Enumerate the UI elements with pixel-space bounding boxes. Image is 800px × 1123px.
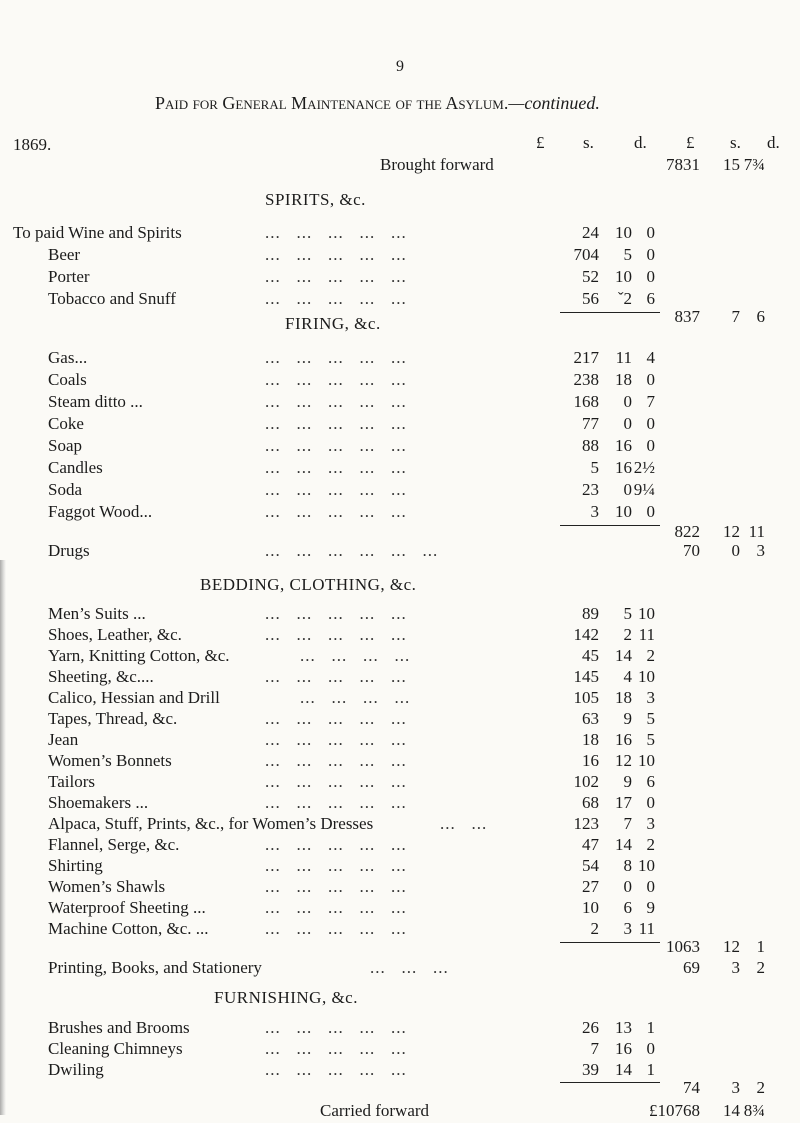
table-row — [0, 1018, 800, 1040]
item-shillings: 9 — [623, 772, 632, 791]
item-label: Jean — [48, 730, 79, 749]
item-pence: 0 — [646, 245, 655, 264]
col-pounds-header: £ — [536, 133, 545, 152]
item-pounds: 704 — [573, 245, 599, 264]
item-label: Coke — [48, 414, 84, 433]
leader-dots: ... ... ... ... ... — [265, 1018, 407, 1037]
item-pounds: 27 — [582, 877, 599, 896]
table-row — [0, 646, 800, 668]
furnishing-total-shillings: 3 — [731, 1078, 740, 1097]
item-label: Cleaning Chimneys — [48, 1039, 183, 1058]
leader-dots: ... ... ... ... ... — [265, 1060, 407, 1079]
item-pence: 0 — [646, 877, 655, 896]
item-pounds: 63 — [582, 709, 599, 728]
item-pence: 9 — [646, 898, 655, 917]
leader-dots: ... ... ... ... ... — [265, 919, 407, 938]
leader-dots: ... ... ... ... ... — [265, 370, 407, 389]
item-pounds: 23 — [582, 480, 599, 499]
leader-dots: ... ... ... ... — [300, 646, 411, 665]
item-pence: 2½ — [633, 458, 655, 477]
item-pence: 0 — [646, 793, 655, 812]
item-pounds: 54 — [582, 856, 599, 875]
drugs-total-pence: 3 — [756, 541, 765, 560]
item-pounds: 68 — [582, 793, 599, 812]
item-label: Printing, Books, and Stationery — [48, 958, 262, 977]
item-pence: 0 — [646, 436, 655, 455]
item-shillings: 18 — [615, 370, 632, 389]
item-shillings: 14 — [615, 1060, 632, 1079]
item-shillings: 0 — [623, 480, 632, 499]
table-row — [0, 835, 800, 857]
table-row — [0, 772, 800, 794]
item-pounds: 18 — [582, 730, 599, 749]
leader-dots: ... ... ... ... ... — [265, 289, 407, 308]
item-label: Shoes, Leather, &c. — [48, 625, 182, 644]
item-pence: 9¼ — [633, 480, 655, 499]
table-row — [0, 392, 800, 414]
item-shillings: 10 — [615, 223, 632, 242]
table-row — [0, 667, 800, 689]
item-label: Men’s Suits ... — [48, 604, 146, 623]
leader-dots: ... ... ... ... ... — [265, 502, 407, 521]
table-row — [0, 223, 800, 245]
leader-dots: ... ... ... ... ... — [265, 267, 407, 286]
furnishing-total-pence: 2 — [756, 1078, 765, 1097]
drugs-total-shillings: 0 — [731, 541, 740, 560]
item-shillings: 14 — [615, 835, 632, 854]
leader-dots: ... ... ... ... ... — [265, 414, 407, 433]
table-row — [0, 267, 800, 289]
col-total-pence-header: d. — [767, 133, 780, 152]
furnishing-total-pounds: 74 — [683, 1078, 700, 1097]
bedding-total-pence: 1 — [756, 937, 765, 956]
item-label: Tobacco and Snuff — [48, 289, 176, 308]
leader-dots: ... ... ... ... ... — [265, 348, 407, 367]
item-pence: 0 — [646, 1039, 655, 1058]
item-pence: 1 — [646, 1060, 655, 1079]
table-row — [0, 370, 800, 392]
leader-dots: ... ... ... ... ... — [265, 709, 407, 728]
leader-dots: ... ... ... ... ... — [265, 751, 407, 770]
item-shillings: 14 — [615, 646, 632, 665]
leader-dots: ... ... — [440, 814, 488, 833]
item-shillings: 10 — [615, 502, 632, 521]
item-shillings: 11 — [615, 348, 632, 367]
table-row — [0, 348, 800, 370]
brought-forward-row — [0, 155, 800, 177]
item-pounds: 56 — [582, 289, 599, 308]
item-pounds: 102 — [573, 772, 599, 791]
item-label: Waterproof Sheeting ... — [48, 898, 206, 917]
item-pounds: 217 — [573, 348, 599, 367]
item-pounds: 145 — [573, 667, 599, 686]
item-label: Women’s Shawls — [48, 877, 166, 896]
item-shillings: 5 — [623, 245, 632, 264]
item-label: Steam ditto ... — [48, 392, 143, 411]
item-label: Women’s Bonnets — [48, 751, 172, 770]
item-pence: 2 — [646, 646, 655, 665]
item-pounds: 5 — [590, 458, 599, 477]
leader-dots: ... ... ... ... ... — [265, 625, 407, 644]
bedding-total-pounds: 1063 — [666, 937, 700, 956]
heading-suffix: —continued. — [508, 93, 600, 113]
leader-dots: ... ... ... ... ... — [265, 877, 407, 896]
item-pounds: 24 — [582, 223, 599, 242]
brought-forward-pence: 7¾ — [743, 155, 765, 174]
item-shillings: 6 — [623, 898, 632, 917]
item-shillings: 18 — [615, 688, 632, 707]
heading-main: Paid for General Maintenance of the Asylum. — [155, 93, 509, 113]
col-shillings-header: s. — [583, 133, 594, 152]
carried-forward-pounds: £10768 — [649, 1101, 700, 1120]
section-total-row — [0, 937, 800, 959]
section-title-firing: FIRING, &c. — [285, 314, 381, 333]
item-label: Soda — [48, 480, 82, 499]
item-pounds: 168 — [573, 392, 599, 411]
carried-forward-row — [0, 1101, 800, 1123]
item-label: Machine Cotton, &c. ... — [48, 919, 209, 938]
item-pence: 2 — [646, 835, 655, 854]
table-row — [0, 436, 800, 458]
item-pounds: 77 — [582, 414, 599, 433]
leader-dots: ... ... ... ... ... — [265, 730, 407, 749]
leader-dots: ... ... ... ... ... — [265, 458, 407, 477]
spirits-total-shillings: 7 — [731, 307, 740, 326]
item-pounds: 238 — [573, 370, 599, 389]
leader-dots: ... ... ... — [370, 958, 449, 977]
table-row — [0, 458, 800, 480]
item-pence: 10 — [638, 604, 655, 623]
item-shillings: 16 — [615, 730, 632, 749]
firing-total-pounds: 822 — [674, 522, 700, 541]
item-pounds: 26 — [582, 1018, 599, 1037]
table-row — [0, 898, 800, 920]
table-row — [0, 814, 800, 836]
printing-total-pence: 2 — [756, 958, 765, 977]
table-row — [0, 625, 800, 647]
item-pounds: 142 — [573, 625, 599, 644]
page-number: 9 — [396, 58, 404, 75]
leader-dots: ... ... ... ... ... — [265, 772, 407, 791]
item-pence: 6 — [646, 772, 655, 791]
item-pounds: 10 — [582, 898, 599, 917]
item-pounds: 89 — [582, 604, 599, 623]
item-shillings: 10 — [615, 267, 632, 286]
table-row-printing — [0, 958, 800, 980]
table-row — [0, 709, 800, 731]
item-pounds: 3 — [590, 502, 599, 521]
item-pence: 5 — [646, 709, 655, 728]
section-title-furnishing: FURNISHING, &c. — [214, 988, 358, 1007]
leader-dots: ... ... ... ... ... — [265, 793, 407, 812]
table-row — [0, 877, 800, 899]
item-label: Sheeting, &c.... — [48, 667, 154, 686]
leader-dots: ... ... ... ... ... — [265, 480, 407, 499]
item-shillings: 2 — [623, 625, 632, 644]
item-label: Drugs — [48, 541, 90, 560]
leader-dots: ... ... ... ... ... — [265, 436, 407, 455]
item-pounds: 16 — [582, 751, 599, 770]
leader-dots: ... ... ... ... ... — [265, 392, 407, 411]
table-row — [0, 1039, 800, 1061]
section-title-spirits: SPIRITS, &c. — [265, 190, 366, 209]
leader-dots: ... ... ... ... ... — [265, 245, 407, 264]
item-shillings: 3 — [623, 919, 632, 938]
item-pence: 1 — [646, 1018, 655, 1037]
item-label: Shoemakers ... — [48, 793, 149, 812]
bedding-total-shillings: 12 — [723, 937, 740, 956]
firing-total-pence: 11 — [748, 522, 765, 541]
drugs-total-pounds: 70 — [683, 541, 700, 560]
item-shillings: 5 — [623, 604, 632, 623]
leader-dots: ... ... ... ... ... — [265, 856, 407, 875]
item-shillings: 8 — [623, 856, 632, 875]
leader-dots: ... ... ... ... ... — [265, 667, 407, 686]
item-pence: 0 — [646, 267, 655, 286]
item-shillings: 16 — [615, 458, 632, 477]
leader-dots: ... ... ... ... ... — [265, 223, 407, 242]
item-pence: 7 — [646, 392, 655, 411]
section-title-bedding: BEDDING, CLOTHING, &c. — [200, 575, 417, 594]
item-label: Shirting — [48, 856, 103, 875]
item-pounds: 47 — [582, 835, 599, 854]
item-pence: 10 — [638, 751, 655, 770]
item-shillings: 9 — [623, 709, 632, 728]
table-row — [0, 730, 800, 752]
brought-forward-label: Brought forward — [380, 155, 494, 174]
leader-dots: ... ... ... ... ... — [265, 898, 407, 917]
table-row — [0, 751, 800, 773]
item-label: Flannel, Serge, &c. — [48, 835, 180, 854]
item-label: To paid Wine and Spirits — [13, 223, 182, 242]
table-row — [0, 856, 800, 878]
spirits-total-pounds: 837 — [674, 307, 700, 326]
spirits-total-pence: 6 — [756, 307, 765, 326]
item-shillings: 0 — [623, 414, 632, 433]
brought-forward-pounds: 7831 — [666, 155, 700, 174]
printing-total-pounds: 69 — [683, 958, 700, 977]
col-total-shillings-header: s. — [730, 133, 741, 152]
table-row — [0, 502, 800, 524]
item-pence: 11 — [638, 625, 655, 644]
item-label: Soap — [48, 436, 82, 455]
item-label: Tapes, Thread, &c. — [48, 709, 178, 728]
col-pence-header: d. — [634, 133, 647, 152]
item-shillings: 0 — [623, 392, 632, 411]
leader-dots: ... ... ... ... ... — [265, 835, 407, 854]
item-label: Alpaca, Stuff, Prints, &c., for Women’s Dresses — [48, 814, 374, 833]
item-label: Candles — [48, 458, 103, 477]
item-pounds: 45 — [582, 646, 599, 665]
item-pence: 11 — [638, 919, 655, 938]
item-label: Brushes and Brooms — [48, 1018, 190, 1037]
item-pounds: 123 — [573, 814, 599, 833]
item-shillings: 13 — [615, 1018, 632, 1037]
col-total-pounds-header: £ — [686, 133, 695, 152]
item-pence: 5 — [646, 730, 655, 749]
table-row — [0, 793, 800, 815]
table-row-drugs — [0, 541, 800, 563]
item-label: Tailors — [48, 772, 95, 791]
item-shillings: 0 — [623, 877, 632, 896]
item-shillings: 12 — [615, 751, 632, 770]
carried-forward-label: Carried forward — [320, 1101, 430, 1120]
table-row — [0, 414, 800, 436]
item-shillings: 4 — [623, 667, 632, 686]
year-label: 1869. — [13, 135, 52, 154]
item-label: Faggot Wood... — [48, 502, 153, 521]
item-pence: 10 — [638, 856, 655, 875]
item-label: Coals — [48, 370, 87, 389]
table-row — [0, 245, 800, 267]
page-heading — [155, 93, 600, 114]
section-total-row — [0, 307, 800, 329]
leader-dots: ... ... ... ... — [300, 688, 411, 707]
item-pounds: 39 — [582, 1060, 599, 1079]
item-label: Dwiling — [48, 1060, 104, 1079]
item-shillings: 16 — [615, 436, 632, 455]
item-pence: 4 — [646, 348, 655, 367]
item-pence: 0 — [646, 370, 655, 389]
table-row — [0, 604, 800, 626]
item-pence: 0 — [646, 502, 655, 521]
item-pence: 3 — [646, 814, 655, 833]
item-pence: 6 — [646, 289, 655, 308]
item-label: Porter — [48, 267, 90, 286]
item-pence: 0 — [646, 223, 655, 242]
leader-dots: ... ... ... ... ... — [265, 1039, 407, 1058]
brought-forward-shillings: 15 — [723, 155, 740, 174]
firing-total-shillings: 12 — [723, 522, 740, 541]
carried-forward-pence: 8¾ — [743, 1101, 765, 1120]
item-shillings: 17 — [615, 793, 632, 812]
section-total-row — [0, 1078, 800, 1100]
item-pence: 3 — [646, 688, 655, 707]
printing-total-shillings: 3 — [731, 958, 740, 977]
item-pence: 0 — [646, 414, 655, 433]
table-row — [0, 480, 800, 502]
item-pounds: 52 — [582, 267, 599, 286]
item-shillings: 16 — [615, 1039, 632, 1058]
carried-forward-shillings: 14 — [723, 1101, 740, 1120]
item-label: Yarn, Knitting Cotton, &c. — [48, 646, 230, 665]
leader-dots: ... ... ... ... ... ... — [265, 541, 439, 560]
item-pounds: 88 — [582, 436, 599, 455]
item-label: Beer — [48, 245, 81, 264]
item-pounds: 7 — [590, 1039, 599, 1058]
item-pounds: 2 — [590, 919, 599, 938]
item-pounds: 105 — [573, 688, 599, 707]
leader-dots: ... ... ... ... ... — [265, 604, 407, 623]
item-label: Gas... — [48, 348, 88, 367]
item-label: Calico, Hessian and Drill — [48, 688, 220, 707]
item-pence: 10 — [638, 667, 655, 686]
item-shillings: 7 — [623, 814, 632, 833]
table-row — [0, 688, 800, 710]
item-shillings: ˇ2 — [617, 289, 632, 308]
